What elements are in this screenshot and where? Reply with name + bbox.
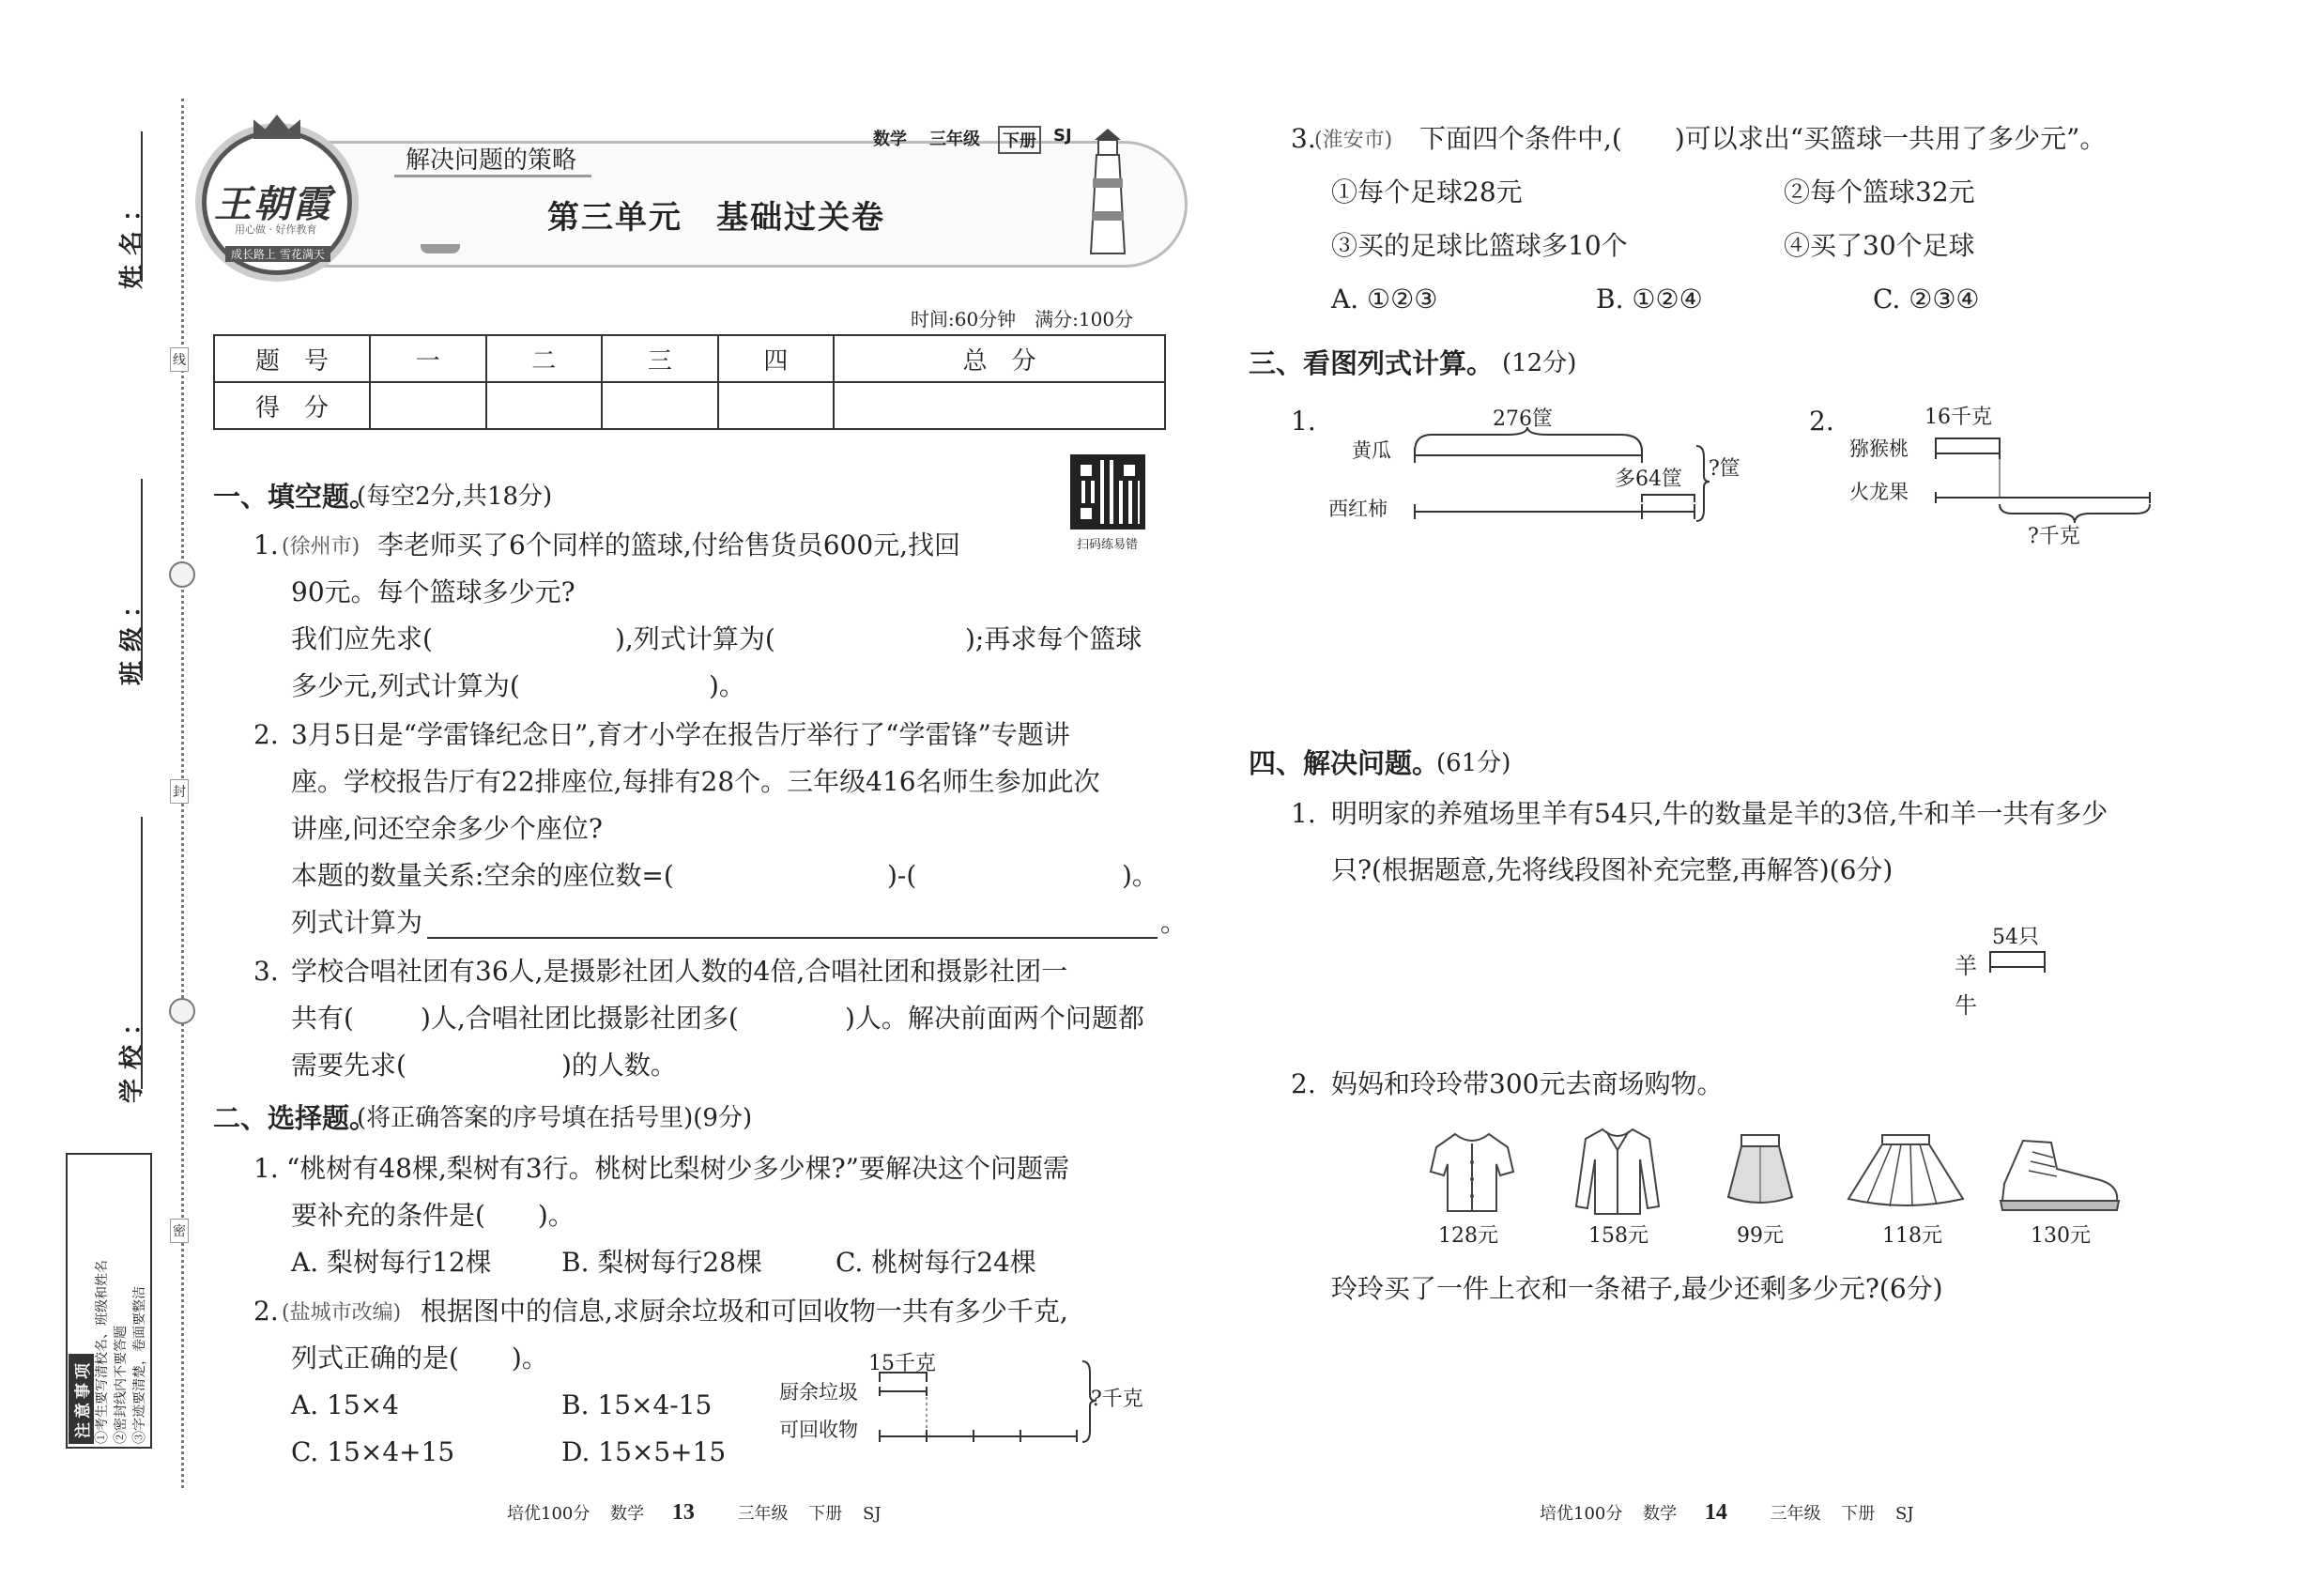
- s2-q3-option-c[interactable]: C. ②③④: [1873, 284, 1980, 315]
- s3-d2-diagram: [1934, 427, 2159, 530]
- s1-q2-blank1[interactable]: [704, 860, 882, 892]
- footer-left: [507, 1500, 882, 1526]
- score-cell-4[interactable]: [718, 382, 835, 429]
- score-row-label: 得 分: [214, 382, 370, 429]
- brand-sub2: 成长路上 雪花满天: [225, 246, 330, 262]
- s2-q2-option-a[interactable]: A. 15×4: [291, 1389, 399, 1420]
- footer-right: [1540, 1500, 1914, 1526]
- brand-sub1: 用心做 · 好作教育: [235, 223, 317, 236]
- footer-left-page: 13: [671, 1500, 695, 1525]
- s1-q3-line3b: )的人数。: [561, 1050, 677, 1081]
- s2-q1-line2: 要补充的条件是( )。: [291, 1200, 575, 1231]
- section1-title: 一、填空题。: [213, 481, 377, 513]
- logo-crown-icon: [253, 115, 300, 139]
- seal-char-1: 线: [170, 347, 189, 372]
- seal-char-3: 密: [170, 1219, 189, 1243]
- class-label: 班级：: [118, 583, 146, 685]
- s2-q3-cond-2: ②每个篮球32元: [1784, 176, 1975, 207]
- qr-corner: [1119, 460, 1140, 481]
- s3-d2-row2: 火龙果: [1849, 481, 1909, 503]
- short-skirt-icon: [1723, 1131, 1798, 1211]
- s1-q2-line5: 列式计算为: [291, 907, 423, 938]
- s4-q1-line1: 明明家的养殖场里羊有54只,牛的数量是羊的3倍,牛和羊一共有多少: [1331, 798, 2108, 829]
- s2-q3-num: 3.: [1291, 123, 1316, 154]
- s2-q2-num: 2.: [253, 1296, 279, 1327]
- s1-q3-line2c: )人。解决前面两个问题都: [845, 1003, 1144, 1034]
- section3-note: (12分): [1502, 349, 1577, 377]
- short-sleeve-shirt-icon: [1427, 1127, 1516, 1216]
- s1-q1-line1: 李老师买了6个同样的篮球,付给售货员600元,找回: [377, 529, 961, 560]
- footer-left-book: 培优100分: [507, 1504, 590, 1524]
- s4-q2-line2: 玲玲买了一件上衣和一条裙子,最少还剩多少元?(6分): [1331, 1273, 1943, 1304]
- s3-d1-row1: 黄瓜: [1352, 439, 1391, 462]
- s1-q3-num: 3.: [253, 956, 279, 987]
- section4-note: (61分): [1436, 749, 1511, 777]
- notice-item-2: ②密封线内不要答题: [114, 1326, 129, 1444]
- footer-right-subject: 数学: [1643, 1504, 1678, 1524]
- binding-hole: [169, 998, 195, 1024]
- s2-q2-diagram-top-label: 15千克: [868, 1352, 936, 1375]
- s1-q1-source: (徐州市): [282, 535, 360, 559]
- s2-q2-diagram-row1: 厨余垃圾: [779, 1381, 858, 1404]
- topic-label: 解决问题的策略: [406, 146, 577, 175]
- notice-title: 注意事项: [69, 1354, 94, 1444]
- class-field[interactable]: [141, 479, 143, 681]
- footer-left-grade: 三年级: [737, 1504, 789, 1524]
- s1-q2-line3: 讲座,问还空余多少个座位?: [291, 813, 603, 844]
- s1-q2-num: 2.: [253, 719, 279, 750]
- s3-d2-row1: 猕猴桃: [1849, 437, 1909, 460]
- s1-q2-line5-end: 。: [1160, 907, 1188, 938]
- s1-q3-blank3[interactable]: [418, 1050, 559, 1082]
- s2-q3-source: (淮安市): [1314, 129, 1393, 152]
- s2-q1-option-a[interactable]: A. 梨树每行12棵: [291, 1247, 492, 1278]
- s2-q2-source: (盐城市改编): [282, 1301, 402, 1325]
- section4-title: 四、解决问题。: [1249, 747, 1440, 779]
- score-cell-1[interactable]: [370, 382, 486, 429]
- item-price-2: 158元: [1588, 1224, 1648, 1248]
- score-header-3: 三: [602, 335, 718, 382]
- s2-q2-option-b[interactable]: B. 15×4-15: [561, 1389, 713, 1420]
- score-header-1: 一: [370, 335, 486, 382]
- s1-q1-line4b: )。: [709, 670, 745, 701]
- s3-d2-num: 2.: [1809, 406, 1834, 437]
- s3-d1-row2: 西红柿: [1328, 498, 1388, 520]
- term-label: 下册: [998, 126, 1041, 154]
- s2-q1-option-c[interactable]: C. 桃树每行24棵: [836, 1247, 1036, 1278]
- seal-char-2: 封: [170, 779, 189, 804]
- footer-right-page: 14: [1704, 1500, 1727, 1525]
- s1-q1-line3c: );再求每个篮球: [965, 623, 1142, 654]
- item-price-1: 128元: [1438, 1224, 1498, 1248]
- footer-left-edition: SJ: [863, 1504, 882, 1524]
- section2-title: 二、选择题。: [213, 1102, 377, 1134]
- s2-q2-option-d[interactable]: D. 15×5+15: [561, 1436, 727, 1467]
- notice-item-3: ③字迹要清楚，卷面要整洁: [132, 1286, 147, 1444]
- score-cell-total[interactable]: [834, 382, 1165, 429]
- unit-title: 第三单元 基础过关卷: [547, 199, 885, 237]
- s1-q2-line4c: )。: [1122, 860, 1158, 891]
- footer-right-edition: SJ: [1895, 1504, 1914, 1524]
- lighthouse-icon: [1080, 127, 1136, 258]
- s1-q1-blank1[interactable]: [451, 623, 610, 655]
- long-sleeve-shirt-icon: [1572, 1122, 1662, 1220]
- s2-q1-line1: “桃树有48棵,梨树有3行。桃树比梨树少多少棵?”要解决这个问题需: [286, 1153, 1069, 1184]
- item-price-4: 118元: [1882, 1224, 1942, 1248]
- binding-hole: [169, 561, 195, 588]
- footer-right-book: 培优100分: [1540, 1504, 1623, 1524]
- s2-q2-line1: 根据图中的信息,求厨余垃圾和可回收物一共有多少千克,: [421, 1296, 1068, 1327]
- s1-q2-line1: 3月5日是“学雷锋纪念日”,育才小学在报告厅举行了“学雷锋”专题讲: [291, 719, 1070, 750]
- s1-q1-line2: 90元。每个篮球多少元?: [291, 576, 575, 607]
- s3-d1-more: 多64筐: [1615, 468, 1682, 491]
- score-cell-2[interactable]: [486, 382, 603, 429]
- s1-q1-line4a: 多少元,列式计算为(: [291, 670, 520, 701]
- item-price-3: 99元: [1737, 1224, 1784, 1248]
- ship-icon: [421, 244, 460, 253]
- notice-item-1: ①考生要写清校名、班级和姓名: [95, 1260, 110, 1444]
- qr-corner: [1076, 503, 1096, 524]
- s2-q2-diagram-total: ?千克: [1091, 1388, 1143, 1411]
- s1-q3-line1: 学校合唱社团有36人,是摄影社团人数的4倍,合唱社团和摄影社团一: [291, 956, 1068, 987]
- section1-note: (每空2分,共18分): [357, 483, 553, 511]
- s2-q3-option-b[interactable]: B. ①②④: [1596, 284, 1703, 315]
- s3-d1-total: ?筐: [1709, 457, 1740, 481]
- s3-d1-diagram: [1413, 427, 1713, 521]
- s3-d1-top: 276筐: [1493, 407, 1553, 431]
- s2-q3-cond-4: ④买了30个足球: [1784, 230, 1975, 261]
- time-info: 时间:60分钟 满分:100分: [911, 308, 1134, 330]
- s4-q1-diagram: [1988, 948, 2063, 976]
- school-label: 学校：: [118, 1001, 146, 1103]
- s1-q1-line3a: 我们应先求(: [291, 623, 433, 654]
- subject-label: 数学: [873, 130, 907, 149]
- s3-d2-top: 16千克: [1924, 406, 1992, 429]
- pleated-skirt-icon: [1845, 1131, 1967, 1211]
- s1-q3-blank1[interactable]: [361, 1003, 418, 1035]
- s2-q2-diagram: [878, 1361, 1094, 1446]
- section2-note: (将正确答案的序号填在括号里)(9分): [357, 1104, 753, 1132]
- s2-q3-line1: 下面四个条件中,( )可以求出“买篮球一共用了多少元”。: [1419, 123, 2107, 154]
- footer-left-subject: 数学: [610, 1504, 645, 1524]
- school-field[interactable]: [141, 817, 143, 1089]
- brand-name: 王朝霞: [214, 182, 332, 226]
- s2-q2-line2: 列式正确的是( )。: [291, 1343, 548, 1373]
- s3-d2-bottom: ?千克: [2028, 525, 2080, 548]
- grade-label: 三年级: [929, 130, 980, 149]
- s3-d1-num: 1.: [1291, 406, 1316, 437]
- s1-q1-blank3[interactable]: [544, 670, 704, 702]
- s1-q2-blank2[interactable]: [939, 860, 1117, 892]
- score-header-label: 题 号: [214, 335, 370, 382]
- qr-corner: [1076, 460, 1096, 481]
- score-header-total: 总 分: [834, 335, 1165, 382]
- s2-q2-diagram-row2: 可回收物: [779, 1419, 858, 1441]
- s1-q3-line2b: )人,合唱社团比摄影社团多(: [421, 1003, 739, 1034]
- edition-label: SJ: [1053, 126, 1072, 146]
- qr-label: 扫码练易错: [1077, 538, 1139, 552]
- s1-q1-blank2[interactable]: [798, 623, 958, 655]
- score-header-4: 四: [718, 335, 835, 382]
- s2-q3-option-a[interactable]: A. ①②③: [1331, 284, 1438, 315]
- score-header-2: 二: [486, 335, 603, 382]
- score-cell-3[interactable]: [602, 382, 718, 429]
- sneakers-icon: [1995, 1131, 2126, 1216]
- s4-q1-diagram-top: 54只: [1992, 926, 2039, 949]
- score-table: [213, 334, 1166, 430]
- s2-q1-option-b[interactable]: B. 梨树每行28棵: [561, 1247, 763, 1278]
- item-price-5: 130元: [2031, 1224, 2091, 1248]
- s4-q1-diagram-row1: 羊: [1955, 953, 1977, 979]
- s1-q2-answer-line[interactable]: [427, 937, 1158, 939]
- s4-q2-line1: 妈妈和玲玲带300元去商场购物。: [1331, 1068, 1724, 1099]
- topic-underline: [394, 175, 591, 177]
- s1-q1-line3b: ),列式计算为(: [615, 623, 775, 654]
- s1-q3-blank2[interactable]: [787, 1003, 843, 1035]
- s4-q2-num: 2.: [1291, 1068, 1316, 1099]
- footer-left-term: 下册: [808, 1504, 843, 1524]
- s1-q3-line3a: 需要先求(: [291, 1050, 406, 1081]
- footer-right-grade: 三年级: [1770, 1504, 1821, 1524]
- footer-right-term: 下册: [1841, 1504, 1876, 1524]
- s2-q3-cond-3: ③买的足球比篮球多10个: [1331, 230, 1628, 261]
- s4-q1-line2: 只?(根据题意,先将线段图补充完整,再解答)(6分): [1331, 854, 1894, 885]
- section3-title: 三、看图列式计算。: [1249, 347, 1495, 379]
- s4-q1-diagram-row2: 牛: [1955, 992, 1977, 1019]
- s2-q2-option-c[interactable]: C. 15×4+15: [291, 1436, 455, 1467]
- s1-q1-num: 1.: [253, 529, 279, 560]
- s4-q1-num: 1.: [1291, 798, 1316, 829]
- s1-q2-line2: 座。学校报告厅有22排座位,每排有28个。三年级416名师生参加此次: [291, 766, 1100, 797]
- s2-q3-cond-1: ①每个足球28元: [1331, 176, 1523, 207]
- s2-q1-num: 1.: [253, 1153, 279, 1184]
- s1-q3-line2a: 共有(: [291, 1003, 354, 1034]
- name-field[interactable]: [141, 131, 143, 282]
- s1-q2-line4b: )-(: [887, 860, 917, 891]
- name-label: 姓名：: [118, 187, 146, 289]
- s1-q2-line4a: 本题的数量关系:空余的座位数=(: [291, 860, 674, 891]
